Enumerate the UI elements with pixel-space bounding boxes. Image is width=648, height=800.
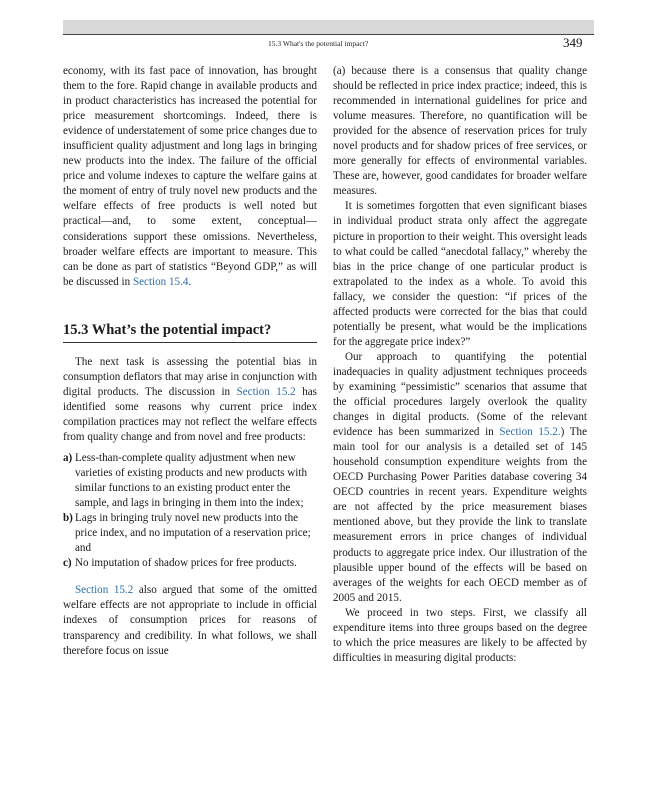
page-number: 349 [563,35,583,50]
section-link[interactable]: Section 15.2. [499,426,561,439]
reason-list [63,451,317,571]
section-link[interactable]: Section 15.2 [236,385,296,398]
left-column [63,64,317,659]
paragraph: We proceed in two steps. First, we classify all expenditure items into three groups based on the degree to which the price measures are likely to be affected by difficulties in measuring digital products: [333,606,587,664]
paragraph: Our approach to quantifying the potential inadequacies in quality adjustment techniques proceeds by examining “pessimistic” scenarios that assume that the official procedures largely overlook the quality changes in digital products. (Some of the relevant evidence has been summarized in Section 15.2.) The main tool for our analysis is a detailed set of 145 household consumption expenditure weights from the OECD Purchasing Power Parities database covering 34 OECD countries in recent years. Expenditure weights are not affected by the price measurement biases mentioned above, but they provide the link to translate measurement errors in price changes of individual products to aggregate price index. Our illustration of the plausible upper bound of the effects will be based on averages of the weights for each OECD member as of 2005 and 2015. [333,350,588,604]
header-bar [63,20,594,34]
list-item: b) Lags in bringing truly novel new products into the price index, and no imputation of a reservation price; and [63,512,311,555]
list-item: c) No imputation of shadow prices for free products. [63,557,297,570]
section-heading: 15.3 What’s the potential impact? [63,321,272,338]
section-link[interactable]: Section 15.2 [75,584,134,597]
heading-rule [63,342,317,343]
section-link[interactable]: Section 15.4 [132,275,189,288]
running-head: 15.3 What's the potential impact? [268,39,369,48]
right-column [333,64,587,666]
paragraph: (a) because there is a consensus that quality change should be reflected in price index practice; indeed, this is recommended in international guidelines for price and volume measures. Therefore, no quantification will be provided for the absence of reservation prices for truly novel products and for shadow prices of free services, or more generally for effects of environmental variables. These are, however, good candidates for broader welfare measures. [333,65,587,198]
paragraph: economy, with its fast pace of innovation, has brought them to the fore. Rapid change in available products and in product characteristics has increased the potential for price measurement shortcomings. Indeed, there is evidence of understatement of some price changes due to insufficient quality adjustment and long lags in bringing new products into the index. The failure of the official price and volume indexes to capture the welfare gains at the moment of entry of truly novel new products and the welfare effects of free products is well noted but practical—and, to some extent, conceptual—considerations support these omissions. Nevertheless, broader welfare effects are important to measure. This can be done as part of statistics “Beyond GDP,” as will be discussed in Section 15.4. [63,65,317,288]
list-item: a) Less-than-complete quality adjustment when new varieties of existing products and new products with similar functions to an existing product enter the sample, and lags in bringing in them into the index; [63,451,307,510]
header-rule [63,34,594,35]
paragraph: Section 15.2 also argued that some of the omitted welfare effects are not appropriate to include in official indexes of consumption prices for reasons of transparency and credibility. In what follows, we shall therefore focus on issue [63,584,317,657]
paragraph: The next task is assessing the potential bias in consumption deflators that may arise in conjunction with digital products. The discussion in Section 15.2 has identified some reasons why current price index compilation practices may not reflect the welfare effects from quality change and from novel and free products: [63,355,317,443]
paragraph: It is sometimes forgotten that even significant biases in individual product strata only affect the aggregate picture in proportion to their weight. This oversight leads to what could be called “anecdotal fallacy,” whereby the bias in the price change of one particular product is extrapolated to the index as a whole. To avoid this fallacy, we consider the question: “if prices of the affected products were corrected for the bias that could potentially be present, what would be the implications for the aggregate price index?” [333,200,587,348]
